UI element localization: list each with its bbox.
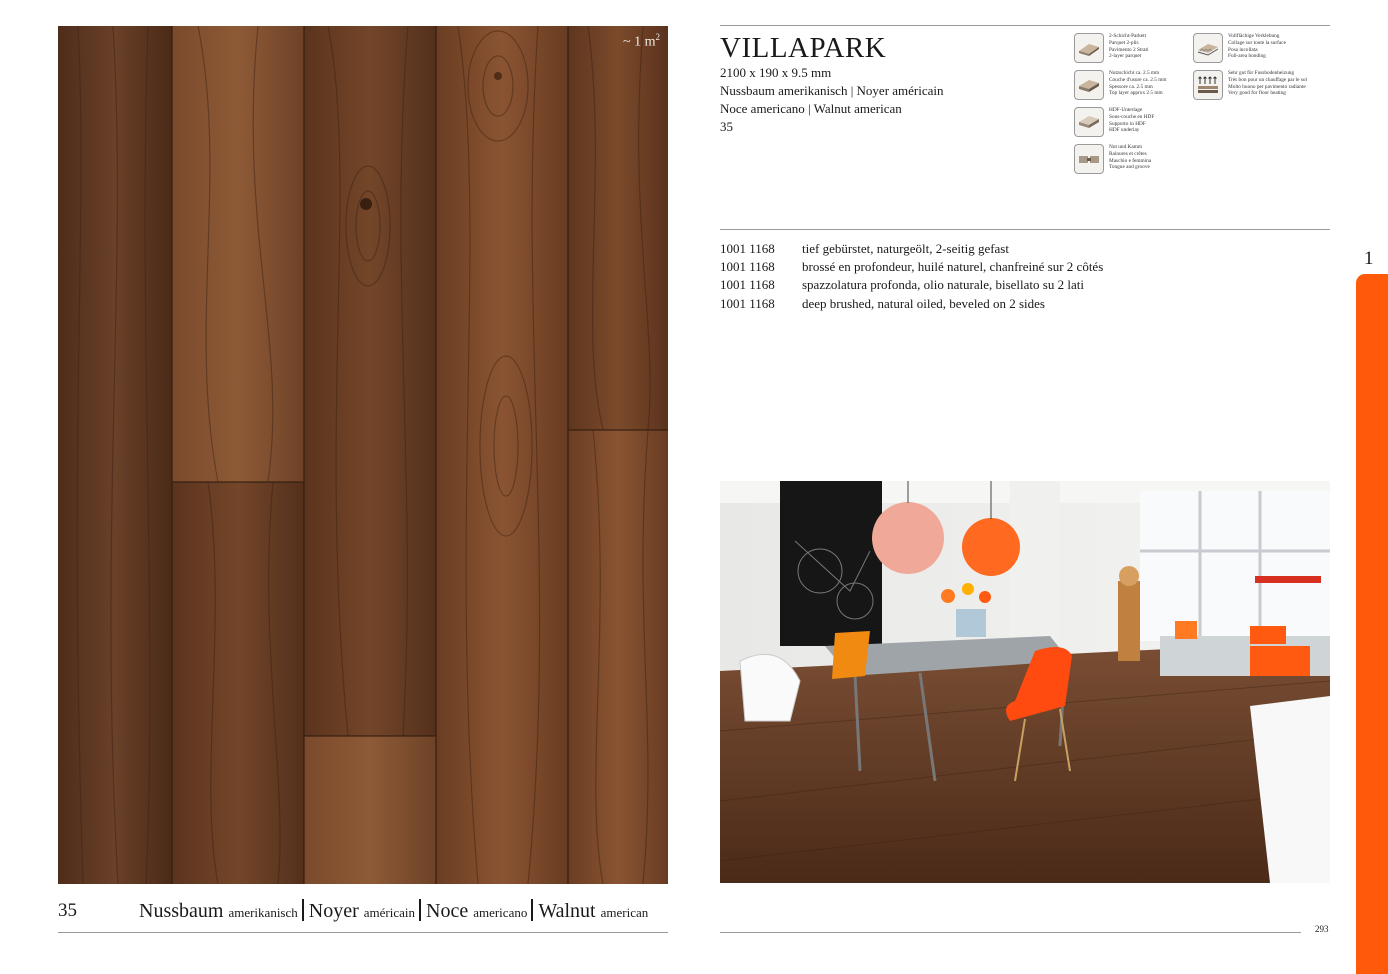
room-interior-photo [720,481,1330,883]
feature-floor-heating: Sehr gut für Fussbodenheizung Très bon pour un chauffage par le sol Molto buono per pavimento radiante Very good for floor heating [1193,70,1307,100]
product-number: 35 [720,119,733,134]
feature-two-layer: 2-Schicht-Parkett Parquet 2-plis Pavimento 2 Strati 2-layer parquet [1074,33,1148,63]
walnut-planks-illustration [58,26,668,884]
caption-name-en: Walnut american [538,900,649,922]
tongue-groove-icon [1074,144,1104,174]
caption-separator [531,899,533,921]
article-code-list [720,240,1103,313]
list-item: 1001 1168 spazzolatura profonda, olio naturale, bisellato su 2 lati [720,277,1084,293]
caption-name-it: Noce americano [426,900,528,922]
hdf-underlay-icon [1074,107,1104,137]
product-info [720,64,944,136]
sample-size-label: ~ 1 $m^2$ [623,32,660,50]
feature-tongue-groove: Nut und Kamm Rainures et crêtes Maschio e femmina Tongue and groove [1074,144,1151,174]
caption-name-de: Nussbaum amerikanisch [139,900,298,922]
product-name-de-fr: Nussbaum amerikanisch | Noyer américain [720,83,944,98]
caption-separator [302,899,304,921]
floor-heating-icon [1193,70,1223,100]
caption-product-number: 35 [58,900,77,921]
list-item: 1001 1168 brossé en profondeur, huilé naturel, chanfreiné sur 2 côtés [720,259,1104,275]
footer-divider [720,932,1301,933]
header-divider [720,25,1330,26]
caption-separator [419,899,421,921]
top-layer-icon [1074,70,1104,100]
page-number: 293 [1315,924,1329,934]
section-divider [720,229,1330,230]
two-layer-parquet-icon [1074,33,1104,63]
wood-sample-image [58,26,668,884]
product-name-it-en: Noce americano | Walnut american [720,101,902,116]
chapter-number: 1 [1364,248,1374,269]
full-bonding-icon [1193,33,1223,63]
feature-full-bonding: Vollflächige Verklebung Collage sur toute la surface Posa incollata Full-area bonding [1193,33,1286,63]
chapter-tab [1356,274,1388,974]
caption-divider [58,932,668,933]
list-item: 1001 1168 deep brushed, natural oiled, beveled on 2 sides [720,295,1045,311]
feature-top-layer: Nutzschicht ca. 2.5 mm Couche d'usure ca. 2.5 mm Spessore ca. 2.5 mm Top layer approx 2.5 mm [1074,70,1166,100]
feature-hdf-underlay: HDF-Unterlage Sous-couche en HDF Supporto in HDF HDF underlay [1074,107,1154,137]
caption-name-fr: Noyer américain [308,900,415,922]
list-item: 1001 1168 tief gebürstet, naturgeölt, 2-seitig gefast [720,241,1009,256]
product-dimensions: 2100 x 190 x 9.5 mm [720,65,832,80]
caption-product-names [139,899,648,923]
product-title: VILLAPARK [720,32,887,64]
